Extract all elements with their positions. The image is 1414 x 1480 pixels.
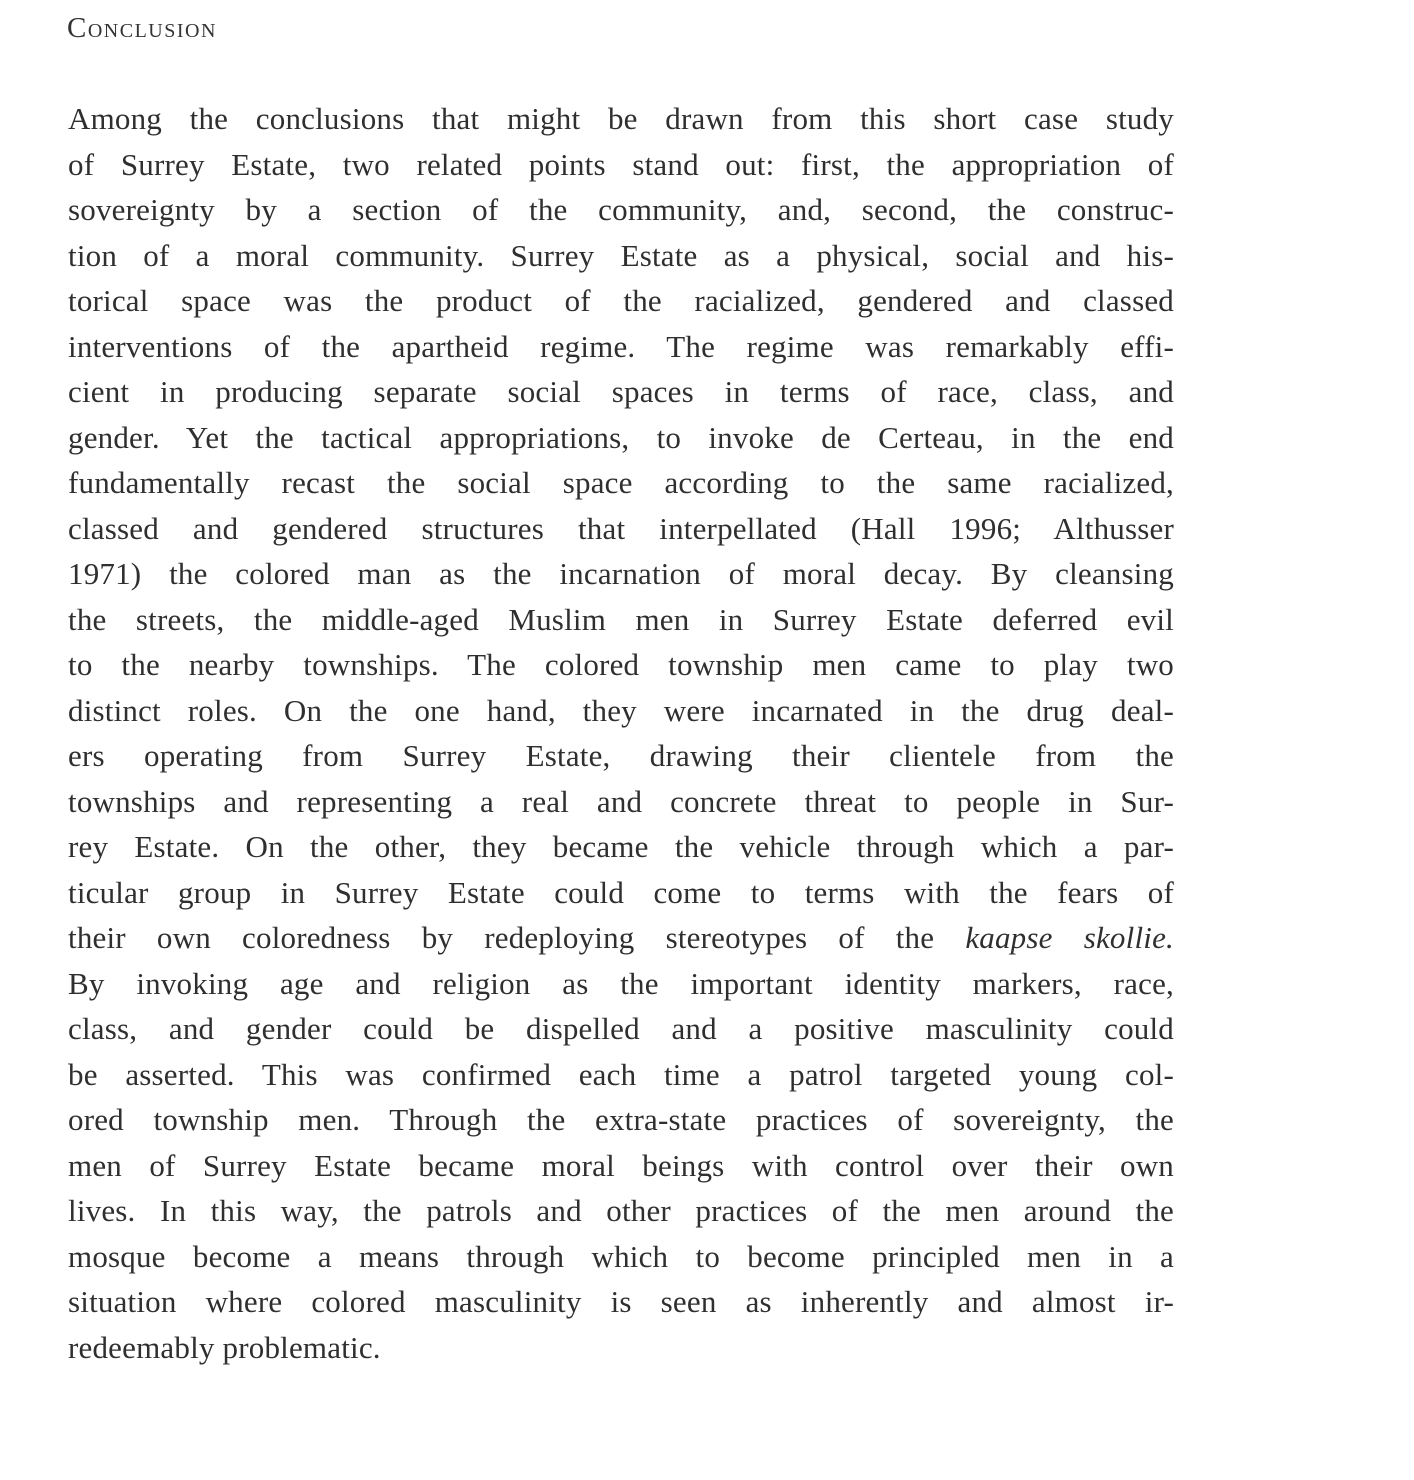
text-line: the streets, the middle-aged Muslim men in Surrey Estate deferred evil <box>68 601 1174 637</box>
text-line: ticular group in Surrey Estate could come to terms with the fears of <box>68 874 1174 910</box>
text-line: lives. In this way, the patrols and other practices of the men around the <box>68 1193 1174 1228</box>
conclusion-paragraph <box>68 96 1174 1370</box>
text-line: fundamentally recast the social space according to the same racialized, <box>68 465 1174 500</box>
text-line: class, and gender could be dispelled and a positive masculinity could <box>68 1011 1174 1046</box>
text-line: ored township men. Through the extra-state practices of sovereignty, the <box>68 1102 1174 1137</box>
text-line: townships and representing a real and concrete threat to people in Sur- <box>68 783 1174 819</box>
text-line: ers operating from Surrey Estate, drawing their clientele from the <box>68 738 1174 773</box>
text-line: sovereignty by a section of the community, and, second, the construc- <box>68 192 1174 227</box>
text-line: torical space was the product of the racialized, gendered and classed <box>68 283 1174 318</box>
text-line: rey Estate. On the other, they became the vehicle through which a par- <box>68 829 1174 864</box>
text-line: gender. Yet the tactical appropriations, to invoke de Certeau, in the end <box>68 419 1174 455</box>
text-line: 1971) the colored man as the incarnation of moral decay. By cleansing <box>68 556 1174 591</box>
section-heading: Conclusion <box>67 12 217 44</box>
text-line: classed and gendered structures that interpellated (Hall 1996; Althusser <box>68 510 1174 546</box>
text-line: Among the conclusions that might be drawn from this short case study <box>68 101 1174 136</box>
italic-term: kaapse skollie. <box>965 920 1174 955</box>
text-line-segment: their own coloredness by redeploying stereotypes of the <box>68 920 966 955</box>
text-line: distinct roles. On the one hand, they were incarnated in the drug deal- <box>68 692 1174 728</box>
text-line: interventions of the apartheid regime. The regime was remarkably effi- <box>68 328 1174 364</box>
text-line: to the nearby townships. The colored township men came to play two <box>68 647 1174 682</box>
text-line: By invoking age and religion as the important identity markers, race, <box>68 965 1174 1001</box>
text-line-with-italic-term <box>68 915 1174 961</box>
text-line: tion of a moral community. Surrey Estate as a physical, social and his- <box>68 237 1174 273</box>
text-line-last: redeemably problematic. <box>68 1329 381 1365</box>
text-line: situation where colored masculinity is seen as inherently and almost ir- <box>68 1284 1174 1319</box>
text-line: men of Surrey Estate became moral beings with control over their own <box>68 1147 1174 1183</box>
text-line: cient in producing separate social spaces in terms of race, class, and <box>68 374 1174 409</box>
text-line: of Surrey Estate, two related points stand out: first, the appropriation of <box>68 146 1174 182</box>
text-line: be asserted. This was confirmed each time a patrol targeted young col- <box>68 1056 1174 1092</box>
text-line: mosque become a means through which to become principled men in a <box>68 1238 1174 1274</box>
